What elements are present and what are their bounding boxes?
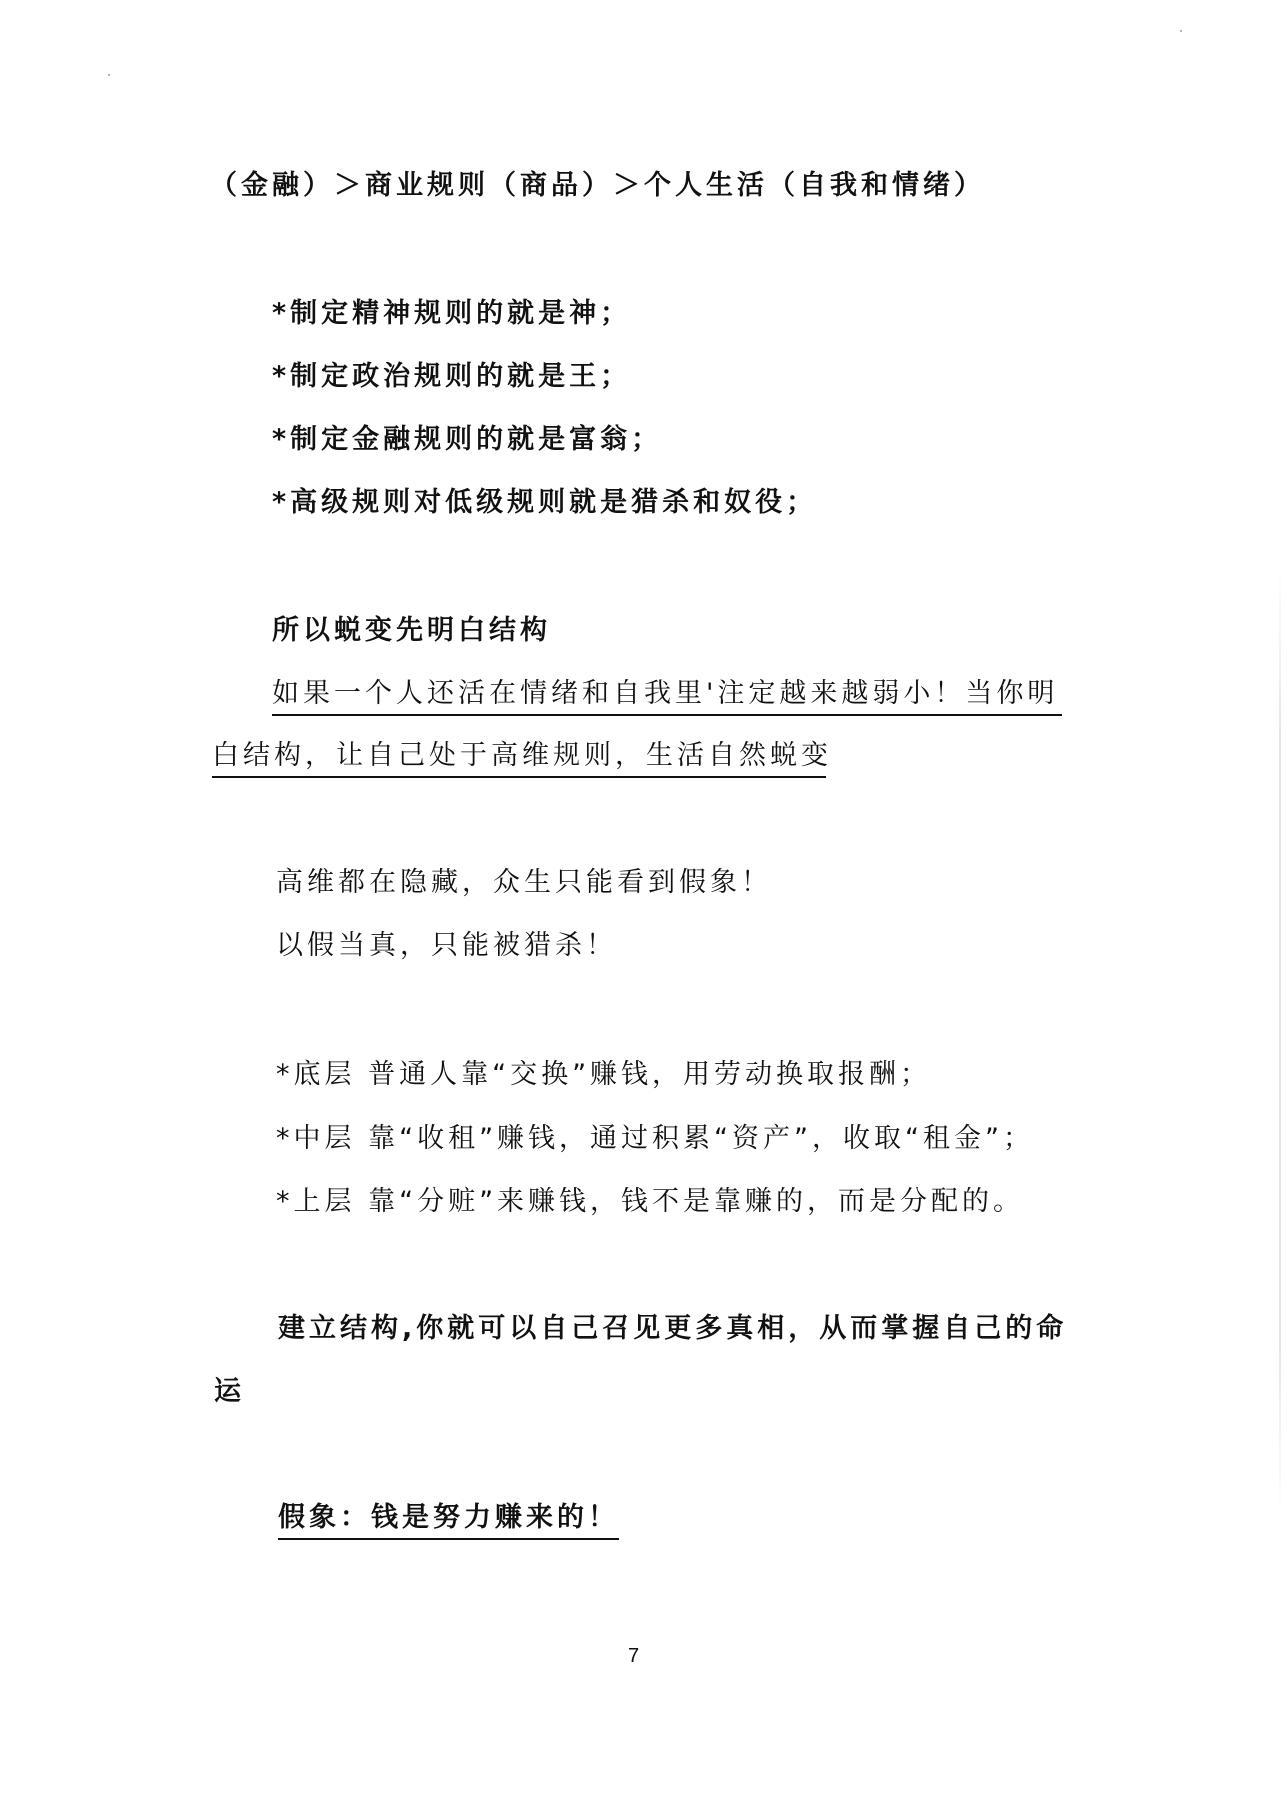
hidden-truth-line-2: 以假当真，只能被猎杀！ (276, 930, 617, 961)
transform-title: 所以蜕变先明白结构 (272, 615, 551, 646)
hidden-truth-line-1: 高维都在隐藏，众生只能看到假象！ (276, 867, 772, 898)
hierarchy-heading-line: （金融）＞商业规则（商品）＞个人生活（自我和情绪） (210, 170, 985, 201)
layer-item-bottom: *底层 普通人靠“交换”赚钱，用劳动换取报酬； (276, 1059, 932, 1090)
page-number: 7 (628, 1645, 640, 1667)
transform-body-line-1: 如果一个人还活在情绪和自我里'注定越来越弱小！当你明 (272, 676, 1062, 716)
structure-line-1: 建立结构,你就可以自己召见更多真相，从而掌握自己的命 (278, 1313, 1068, 1344)
scan-speck (1180, 30, 1182, 32)
layer-item-middle: *中层 靠“收租”赚钱，通过积累“资产”，收取“租金”； (276, 1123, 1035, 1154)
rule-item-political: *制定政治规则的就是王； (272, 361, 632, 392)
rule-item-financial: *制定金融规则的就是富翁； (272, 424, 663, 455)
illusion-line: 假象：钱是努力赚来的！ (278, 1500, 619, 1540)
rule-item-spiritual: *制定精神规则的就是神； (272, 298, 632, 329)
scan-speck (108, 74, 110, 76)
transform-body-line-2: 白结构，让自己处于高维规则，生活自然蜕变 (212, 738, 826, 778)
rule-item-hunting: *高级规则对低级规则就是猎杀和奴役； (272, 487, 818, 518)
structure-line-2: 运 (214, 1376, 245, 1407)
layer-item-top: *上层 靠“分赃”来赚钱，钱不是靠赚的，而是分配的。 (276, 1186, 1025, 1217)
scan-edge-shadow (1279, 560, 1281, 1520)
